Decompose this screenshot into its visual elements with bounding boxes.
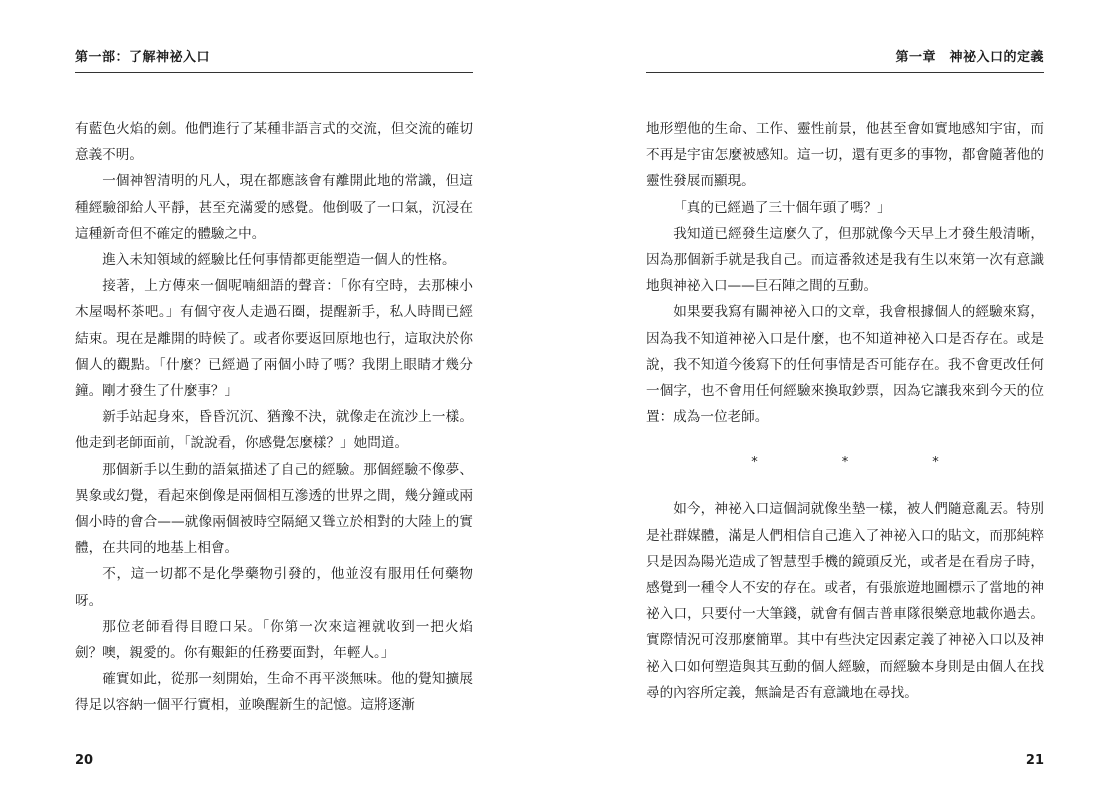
paragraph: 新手站起身來，昏昏沉沉、猶豫不決，就像走在流沙上一樣。他走到老師面前，「說說看，你感覺怎麼樣？」她問道。 <box>75 409 473 452</box>
paragraph: 如果要我寫有關神祕入口的文章，我會根據個人的經驗來寫，因為我不知道神祕入口是什麼，也不知道神祕入口是否存在。或是說，我不知道今後寫下的任何事情是否可能存在。我不會更改任何一個字，也不會用任何經驗來換取鈔票，因為它讓我來到今天的位置：成為一位老師。 <box>646 304 1044 426</box>
paragraph: 不，這一切都不是化學藥物引發的，他並沒有服用任何藥物呀。 <box>75 566 473 609</box>
paragraph: 一個神智清明的凡人，現在都應該會有離開此地的常識，但這種經驗卻給人平靜，甚至充滿愛的感覺。他倒吸了一口氣，沉浸在這種新奇但不確定的體驗之中。 <box>75 173 473 242</box>
paragraph: 我知道已經發生這麼久了，但那就像今天早上才發生般清晰，因為那個新手就是我自己。而這番敘述是我有生以來第一次有意識地與神祕入口——巨石陣之間的互動。 <box>646 225 1044 295</box>
paragraph: 有藍色火焰的劍。他們進行了某種非語言式的交流，但交流的確切意義不明。 <box>75 121 473 164</box>
paragraph: 那位老師看得目瞪口呆。「你第一次來這裡就收到一把火焰劍？噢，親愛的。你有艱鉅的任務要面對，年輕人。」 <box>75 618 473 662</box>
header-rule <box>75 72 473 73</box>
paragraph: 進入未知領域的經驗比任何事情都更能塑造一個人的性格。 <box>102 252 456 269</box>
running-head: 第一部：了解神祕入口 <box>75 50 211 65</box>
section-separator <box>646 436 1044 488</box>
running-head: 第一章 神祕入口的定義 <box>895 50 1044 65</box>
asterisk-ornament: * <box>841 454 849 470</box>
paragraph: 如今，神祕入口這個詞就像坐墊一樣，被人們隨意亂丟。特別是社群媒體，滿是人們相信自己進入了神祕入口的貼文，而那純粹只是因為陽光造成了智慧型手機的鏡頭反光，或者是在看房子時，感覺到一種令人不安的存在。或者，有張旅遊地圖標示了當地的神祕入口，只要付一大筆錢，就會有個吉普車隊很樂意地載你過去。實際情況可沒那麼簡單。其中有些決定因素定義了神祕入口以及神祕入口如何塑造與其互動的個人經驗，而經驗本身則是由個人在找尋的內容所定義，無論是否有意識地在尋找。 <box>646 501 1044 701</box>
header-rule <box>646 72 1044 73</box>
asterisk-ornament: * <box>751 454 758 470</box>
left-page <box>75 0 473 794</box>
right-page <box>646 0 1044 794</box>
page-number: 20 <box>75 753 94 768</box>
body-text <box>75 116 473 719</box>
paragraph: 那個新手以生動的語氣描述了自己的經驗。那個經驗不像夢、異象或幻覺，看起來倒像是兩個相互滲透的世界之間，幾分鐘或兩個小時的會合——就像兩個被時空隔絕又聳立於相對的大陸上的實體，在共同的地基上相會。 <box>75 461 473 557</box>
page-number: 21 <box>1025 753 1044 768</box>
paragraph: 接著，上方傳來一個呢喃細語的聲音：「你有空時，去那棟小木屋喝杯茶吧。」有個守夜人走過石圈，提醒新手，私人時間已經結束。現在是離開的時候了。或者你要返回原地也行，這取決於你個人的觀點。「什麼？已經過了兩個小時了嗎？我閉上眼睛才幾分鐘。剛才發生了什麼事？」 <box>75 278 473 400</box>
asterisk-ornament: * <box>932 454 939 470</box>
paragraph: 確實如此，從那一刻開始，生命不再平淡無味。他的覺知擴展得足以容納一個平行實相，並喚醒新生的記憶。這將逐漸 <box>75 671 473 714</box>
paragraph: 地形塑他的生命、工作、靈性前景，他甚至會如實地感知宇宙，而不再是宇宙怎麼被感知。這一切，還有更多的事物，都會隨著他的靈性發展而顯現。 <box>646 121 1044 190</box>
body-text <box>646 116 1044 706</box>
paragraph: 「真的已經過了三十個年頭了嗎？」 <box>673 199 891 216</box>
